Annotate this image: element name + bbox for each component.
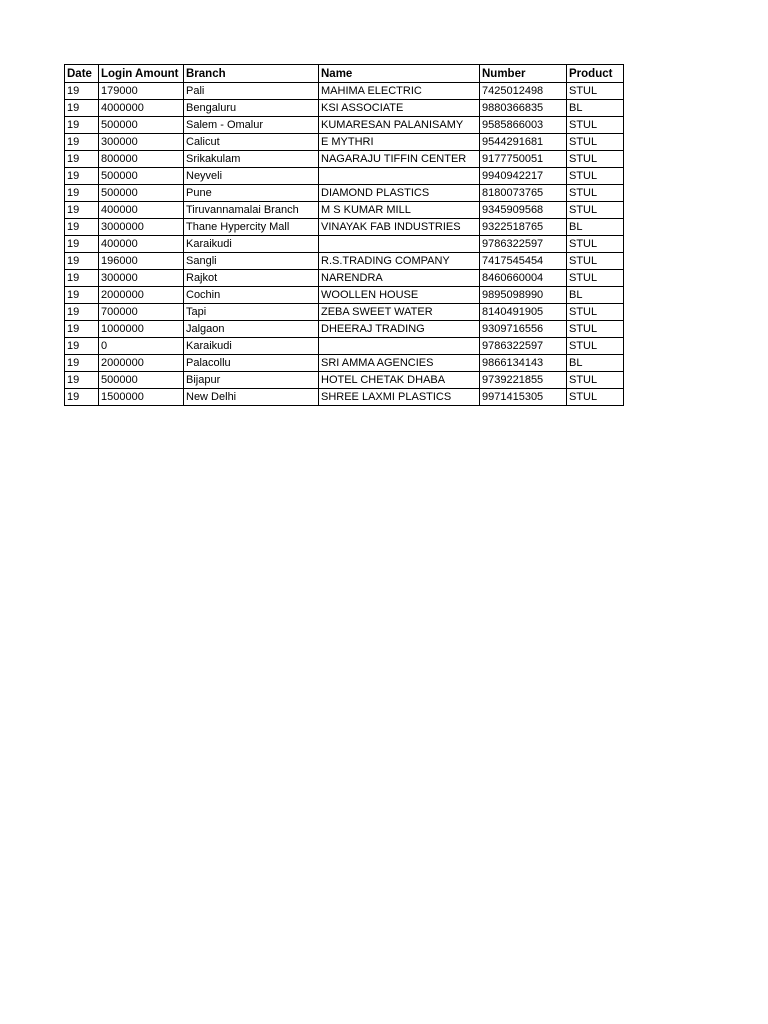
cell-product: STUL — [567, 134, 624, 151]
cell-name: NAGARAJU TIFFIN CENTER — [319, 151, 480, 168]
cell-date: 19 — [65, 151, 99, 168]
header-branch: Branch — [184, 65, 319, 83]
cell-branch: Neyveli — [184, 168, 319, 185]
login-table — [64, 64, 624, 406]
header-product: Product — [567, 65, 624, 83]
cell-product: BL — [567, 287, 624, 304]
table-row — [65, 270, 624, 287]
cell-branch: Bengaluru — [184, 100, 319, 117]
table-header — [65, 65, 624, 83]
cell-product: STUL — [567, 151, 624, 168]
cell-login-amount: 300000 — [99, 134, 184, 151]
cell-date: 19 — [65, 219, 99, 236]
cell-name: ZEBA SWEET WATER — [319, 304, 480, 321]
cell-number: 9786322597 — [480, 236, 567, 253]
table-row — [65, 355, 624, 372]
cell-name: SHREE LAXMI PLASTICS — [319, 389, 480, 406]
cell-login-amount: 500000 — [99, 117, 184, 134]
cell-product: STUL — [567, 389, 624, 406]
cell-branch: Karaikudi — [184, 236, 319, 253]
cell-login-amount: 0 — [99, 338, 184, 355]
cell-number: 9895098990 — [480, 287, 567, 304]
cell-product: STUL — [567, 117, 624, 134]
cell-login-amount: 300000 — [99, 270, 184, 287]
table-row — [65, 202, 624, 219]
cell-name — [319, 236, 480, 253]
cell-number: 9345909568 — [480, 202, 567, 219]
cell-number: 9585866003 — [480, 117, 567, 134]
header-date: Date — [65, 65, 99, 83]
cell-date: 19 — [65, 304, 99, 321]
cell-branch: Pune — [184, 185, 319, 202]
table-row — [65, 253, 624, 270]
cell-date: 19 — [65, 202, 99, 219]
cell-name: E MYTHRI — [319, 134, 480, 151]
cell-login-amount: 2000000 — [99, 287, 184, 304]
cell-branch: Cochin — [184, 287, 319, 304]
cell-number: 9739221855 — [480, 372, 567, 389]
cell-login-amount: 1000000 — [99, 321, 184, 338]
cell-name — [319, 338, 480, 355]
cell-number: 9866134143 — [480, 355, 567, 372]
cell-number: 8180073765 — [480, 185, 567, 202]
table-row — [65, 151, 624, 168]
cell-name: M S KUMAR MILL — [319, 202, 480, 219]
cell-date: 19 — [65, 236, 99, 253]
cell-number: 7425012498 — [480, 83, 567, 100]
cell-login-amount: 2000000 — [99, 355, 184, 372]
table-row — [65, 338, 624, 355]
cell-product: STUL — [567, 270, 624, 287]
cell-product: STUL — [567, 304, 624, 321]
cell-date: 19 — [65, 168, 99, 185]
cell-branch: Srikakulam — [184, 151, 319, 168]
cell-login-amount: 500000 — [99, 168, 184, 185]
table-row — [65, 168, 624, 185]
cell-branch: Karaikudi — [184, 338, 319, 355]
header-login-amount: Login Amount — [99, 65, 184, 83]
header-name: Name — [319, 65, 480, 83]
cell-name: SRI AMMA AGENCIES — [319, 355, 480, 372]
cell-login-amount: 1500000 — [99, 389, 184, 406]
cell-login-amount: 4000000 — [99, 100, 184, 117]
cell-login-amount: 400000 — [99, 236, 184, 253]
header-number: Number — [480, 65, 567, 83]
cell-product: STUL — [567, 321, 624, 338]
cell-date: 19 — [65, 389, 99, 406]
cell-name: KSI ASSOCIATE — [319, 100, 480, 117]
cell-branch: Bijapur — [184, 372, 319, 389]
cell-product: STUL — [567, 236, 624, 253]
cell-login-amount: 800000 — [99, 151, 184, 168]
cell-branch: Jalgaon — [184, 321, 319, 338]
cell-login-amount: 196000 — [99, 253, 184, 270]
cell-name: R.S.TRADING COMPANY — [319, 253, 480, 270]
cell-product: BL — [567, 219, 624, 236]
cell-name: HOTEL CHETAK DHABA — [319, 372, 480, 389]
cell-name: DHEERAJ TRADING — [319, 321, 480, 338]
cell-branch: Tiruvannamalai Branch — [184, 202, 319, 219]
cell-date: 19 — [65, 83, 99, 100]
cell-date: 19 — [65, 355, 99, 372]
table-row — [65, 236, 624, 253]
cell-branch: Palacollu — [184, 355, 319, 372]
cell-date: 19 — [65, 253, 99, 270]
cell-branch: New Delhi — [184, 389, 319, 406]
cell-product: STUL — [567, 202, 624, 219]
cell-branch: Salem - Omalur — [184, 117, 319, 134]
table-row — [65, 83, 624, 100]
cell-name: DIAMOND PLASTICS — [319, 185, 480, 202]
cell-number: 9322518765 — [480, 219, 567, 236]
cell-login-amount: 500000 — [99, 372, 184, 389]
cell-product: STUL — [567, 168, 624, 185]
cell-name: WOOLLEN HOUSE — [319, 287, 480, 304]
cell-product: STUL — [567, 253, 624, 270]
cell-login-amount: 500000 — [99, 185, 184, 202]
cell-date: 19 — [65, 100, 99, 117]
table-row — [65, 219, 624, 236]
cell-branch: Pali — [184, 83, 319, 100]
cell-number: 9309716556 — [480, 321, 567, 338]
cell-login-amount: 400000 — [99, 202, 184, 219]
cell-product: BL — [567, 100, 624, 117]
cell-branch: Thane Hypercity Mall — [184, 219, 319, 236]
cell-branch: Rajkot — [184, 270, 319, 287]
cell-number: 9544291681 — [480, 134, 567, 151]
cell-number: 8140491905 — [480, 304, 567, 321]
cell-product: BL — [567, 355, 624, 372]
cell-login-amount: 3000000 — [99, 219, 184, 236]
cell-number: 9177750051 — [480, 151, 567, 168]
table-row — [65, 372, 624, 389]
cell-name: MAHIMA ELECTRIC — [319, 83, 480, 100]
table-row — [65, 134, 624, 151]
cell-branch: Calicut — [184, 134, 319, 151]
table-row — [65, 389, 624, 406]
cell-product: STUL — [567, 185, 624, 202]
table-row — [65, 100, 624, 117]
cell-date: 19 — [65, 287, 99, 304]
cell-name: NARENDRA — [319, 270, 480, 287]
table-row — [65, 287, 624, 304]
header-row — [65, 65, 624, 83]
table-row — [65, 185, 624, 202]
cell-product: STUL — [567, 372, 624, 389]
cell-product: STUL — [567, 83, 624, 100]
cell-number: 9880366835 — [480, 100, 567, 117]
cell-number: 9940942217 — [480, 168, 567, 185]
cell-name — [319, 168, 480, 185]
table-body — [65, 83, 624, 406]
cell-date: 19 — [65, 117, 99, 134]
table-row — [65, 304, 624, 321]
cell-name: VINAYAK FAB INDUSTRIES — [319, 219, 480, 236]
cell-date: 19 — [65, 338, 99, 355]
cell-date: 19 — [65, 185, 99, 202]
cell-product: STUL — [567, 338, 624, 355]
cell-login-amount: 700000 — [99, 304, 184, 321]
cell-date: 19 — [65, 372, 99, 389]
cell-number: 9786322597 — [480, 338, 567, 355]
cell-branch: Tapi — [184, 304, 319, 321]
cell-branch: Sangli — [184, 253, 319, 270]
cell-date: 19 — [65, 321, 99, 338]
table-row — [65, 117, 624, 134]
table-row — [65, 321, 624, 338]
cell-number: 8460660004 — [480, 270, 567, 287]
cell-date: 19 — [65, 134, 99, 151]
cell-login-amount: 179000 — [99, 83, 184, 100]
cell-name: KUMARESAN PALANISAMY — [319, 117, 480, 134]
cell-number: 7417545454 — [480, 253, 567, 270]
cell-date: 19 — [65, 270, 99, 287]
cell-number: 9971415305 — [480, 389, 567, 406]
